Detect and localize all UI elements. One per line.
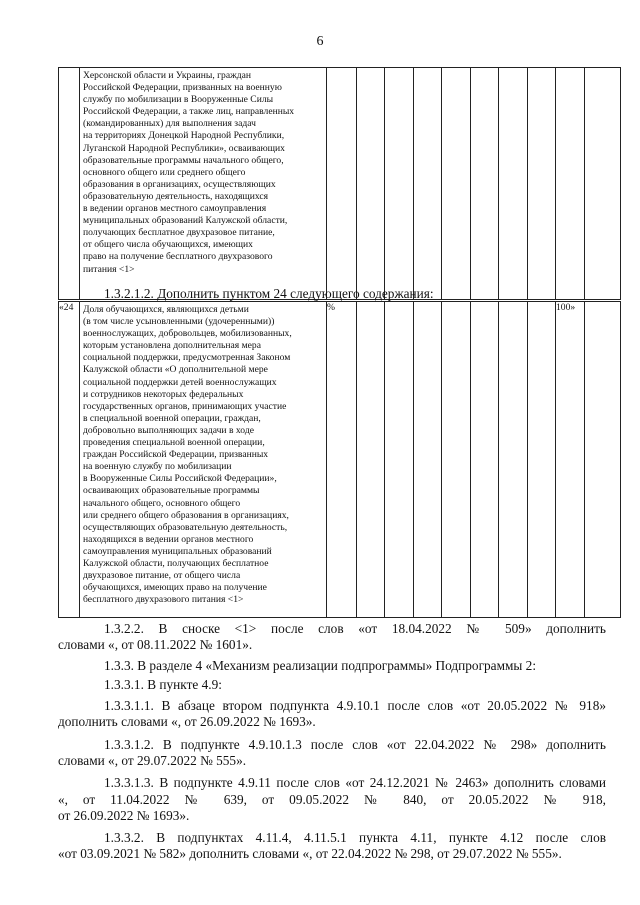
indicator-name-text: Херсонской области и Украины, граждан Российской Федерации, призванных на военную службу по мобилизации в Вооруженные Силы Российской Федерации, а также лиц, направленных (командированных) для выполнения задач на территориях Донецкой Народной Республики, Луганской Народной Республики», осваивающих образовательные программы начального общего, основного общего или среднего общего образования в организациях, осуществляющих образовательную деятельность, находящихся в ведении органов местного самоуправления муниципальных образований Калужской области, получающих бесплатное двухразовое питание, от общего числа обучающихся, имеющих право на получение бесплатного двухразового питания <1> (83, 70, 295, 275)
row-number-cell (59, 68, 80, 300)
value-cell (499, 302, 528, 618)
paragraph-1-3-3-1-1-line1: 1.3.3.1.1. В абзаце втором подпункта 4.9.10.1 после слов «от 20.05.2022 № 918» (104, 698, 606, 713)
paragraph-1-3-3-1: 1.3.3.1. В пункте 4.9: (104, 677, 222, 692)
value-cell (357, 302, 385, 618)
value-cell (585, 302, 621, 618)
value-cell (442, 68, 471, 300)
value-cell (471, 68, 499, 300)
paragraph-1-3-3: 1.3.3. В разделе 4 «Механизм реализации подпрограммы» Подпрограммы 2: (104, 658, 537, 673)
paragraph-1-3-3-2-line2: «от 03.09.2021 № 582» дополнить словами «, от 22.04.2022 № 298, от 29.07.2022 № 555». (58, 846, 562, 861)
value-cell (385, 68, 414, 300)
unit-cell: % (327, 302, 357, 618)
value-cell (442, 302, 471, 618)
paragraph-1-3-3-1-3-line2: «, от 11.04.2022 № 639, от 09.05.2022 № 840, от 20.05.2022 № 918, (58, 792, 606, 807)
indicator-name-text: Доля обучающихся, являющихся детьми (в том числе усыновленными (удочеренными)) военнослужащих, добровольцев, мобилизованных, которым установлена дополнительная мера социальной поддержки, предусмотренная Законом Калужской области «О дополнительной мере социальной поддержки детей военнослужащих и сотрудников некоторых федеральных государственных органов, принимающих участие в специальной военной операции, граждан, добровольно выполняющих задачи в ходе проведения специальной военной операции, граждан Российской Федерации, призванных на военную службу по мобилизации в Вооруженные Силы Российской Федерации», осваивающих образовательные программы начального общего, основного общего или среднего общего образования в организациях, осуществляющих образовательную деятельность, находящихся в ведении органов местного самоуправления муниципальных образований Калужской области, получающих бесплатное двухразовое питание, от общего числа обучающихся, имеющих право на получение бесплатного двухразового питания <1> (83, 304, 292, 606)
value-cell (499, 68, 528, 300)
indicator-name-cell (80, 68, 327, 300)
unit-cell (327, 68, 357, 300)
value-cell (528, 68, 556, 300)
paragraph-1-3-3-1-1-line2: дополнить словами «, от 26.09.2022 № 1693». (58, 714, 316, 729)
indicator-name-cell (80, 302, 327, 618)
heading-1-3-2-1-2: 1.3.2.1.2. Дополнить пунктом 24 следующего содержания: (104, 286, 434, 301)
page-number: 6 (316, 34, 324, 49)
value-cell (471, 302, 499, 618)
paragraph-1-3-3-2-line1: 1.3.3.2. В подпунктах 4.11.4, 4.11.5.1 пункта 4.11, пункте 4.12 после слов (104, 830, 606, 845)
paragraph-1-3-3-1-2-line2: словами «, от 29.07.2022 № 555». (58, 753, 247, 768)
value-cell (556, 68, 585, 300)
paragraph-1-3-3-1-3-line1: 1.3.3.1.3. В подпункте 4.9.11 после слов «от 24.12.2021 № 2463» дополнить словами (104, 775, 606, 790)
value-cell (414, 68, 442, 300)
indicator-table-continuation (58, 67, 621, 300)
value-cell (357, 68, 385, 300)
paragraph-1-3-2-2-line1: 1.3.2.2. В сноске <1> после слов «от 18.04.2022 № 509» дополнить (104, 621, 606, 636)
value-cell-last: 100» (556, 302, 585, 618)
paragraph-1-3-2-2-line2: словами «, от 08.11.2022 № 1601». (58, 637, 253, 652)
paragraph-1-3-3-1-3-line3: от 26.09.2022 № 1693». (58, 808, 190, 823)
value-cell (414, 302, 442, 618)
value-cell (385, 302, 414, 618)
paragraph-1-3-3-1-2-line1: 1.3.3.1.2. В подпункте 4.9.10.1.3 после слов «от 22.04.2022 № 298» дополнить (104, 737, 606, 752)
value-cell (528, 302, 556, 618)
value-cell (585, 68, 621, 300)
indicator-table-row-24 (58, 301, 621, 618)
row-number-cell: «24 (59, 302, 80, 618)
